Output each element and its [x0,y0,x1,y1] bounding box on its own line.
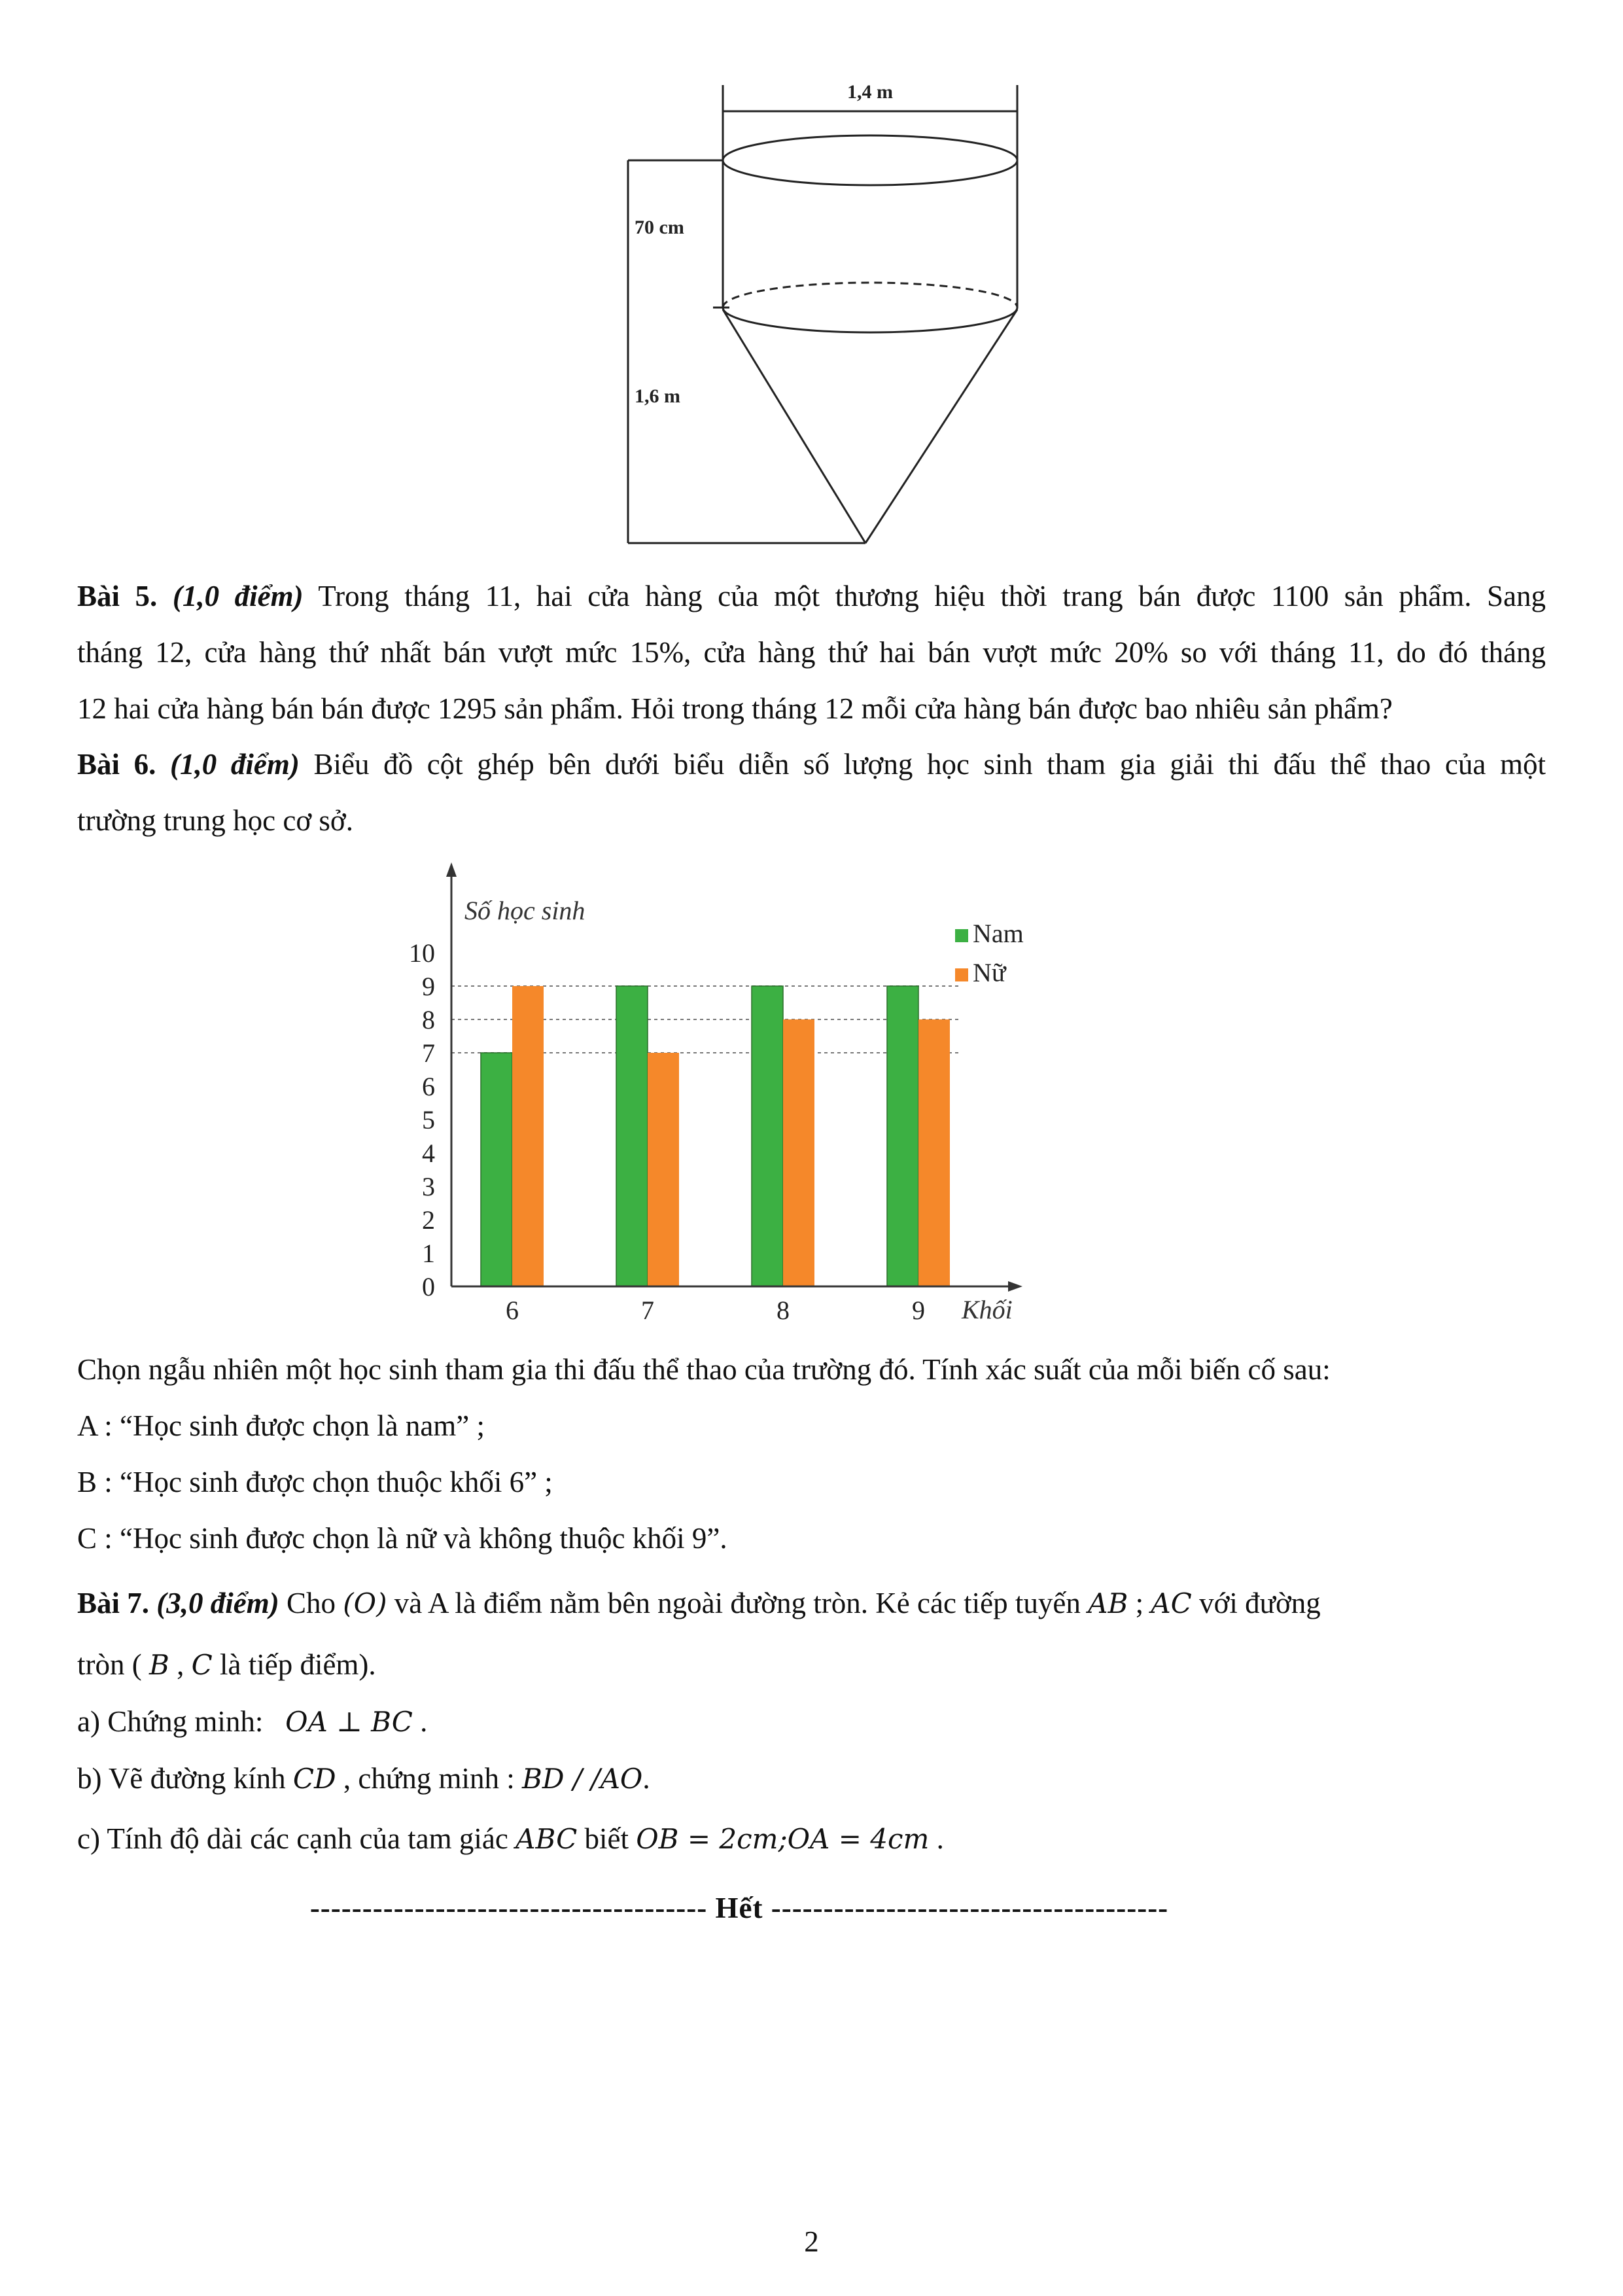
bai7-t7: là tiếp điểm). [220,1648,376,1681]
y-tick-label: 8 [422,1005,435,1034]
part-b-math2: BD / /AO [522,1763,643,1795]
y-tick-label: 10 [409,938,435,968]
y-tick-label: 9 [422,972,435,1001]
y-tick-label: 6 [422,1072,435,1101]
part-c-dot: . [936,1822,944,1855]
bai7-t2: và A là điểm nằm bên ngoài đường tròn. Kẻ các tiếp tuyến [394,1587,1081,1619]
bar-nu-7 [648,1053,679,1286]
part-b-text2: , chứng minh : [343,1762,515,1795]
y-tick-label: 4 [422,1139,435,1168]
part-c-math1: ABC [515,1823,578,1855]
question-b: B : “Học sinh được chọn thuộc khối 6” ; [77,1466,553,1498]
y-tick-label: 0 [422,1272,435,1301]
x-axis-label: Khối [962,1295,1013,1324]
bar-nam-6 [481,1053,512,1286]
cylinder-cone-figure [608,62,1066,559]
bai5-line1: Trong tháng 11, hai cửa hàng của một thương hiệu thời trang bán được 1100 sản phẩm. Sang [318,580,1546,612]
x-tick-label: 9 [912,1296,925,1325]
diameter-label: 1,4 m [847,81,893,103]
x-tick-label: 7 [641,1296,654,1325]
bai7-score: (3,0 điểm) [156,1587,279,1619]
bar-nam-9 [887,986,918,1286]
legend-swatch-nu [955,968,968,981]
bai7-paragraph [77,1570,1546,1871]
question-intro: Chọn ngẫu nhiên một học sinh tham gia thi đấu thể thao của trường đó. Tính xác suất của mỗi biến cố sau: [77,1353,1331,1386]
bai5-line2: tháng 12, cửa hàng thứ nhất bán vượt mức 15%, cửa hàng thứ hai bán vượt mức 20% so với tháng 11, do đó tháng [77,636,1546,669]
part-a-text: a) Chứng minh: [77,1705,264,1738]
questions [77,1341,1546,1566]
question-a: A : “Học sinh được chọn là nam” ; [77,1409,485,1442]
part-b-math1: CD [292,1763,336,1795]
bai6-paragraph [77,736,1546,849]
y-axis-arrow [446,862,457,877]
bar-nu-8 [783,1019,814,1286]
tangent-ac-math: AC [1151,1587,1192,1619]
bai5-line3: 12 hai cửa hàng bán bán được 1295 sản phẩm. Hỏi trong tháng 12 mỗi cửa hàng bán được bao nhiêu sản phẩm? [77,692,1393,725]
y-tick-label: 3 [422,1172,435,1201]
bai7-t4: với đường [1199,1587,1321,1619]
part-b-dot: . [642,1762,650,1795]
part-c-text: c) Tính độ dài các cạnh của tam giác [77,1822,508,1855]
bai7-t6: , [177,1648,184,1681]
tangent-ab-math: AB [1088,1587,1128,1619]
legend [955,919,1024,987]
cone-right [865,309,1017,543]
y-tick-labels [409,938,435,1301]
y-axis-label: Số học sinh [464,896,585,925]
bai7-heading: Bài 7. [77,1587,150,1619]
y-tick-label: 1 [422,1239,435,1268]
bar-nu-6 [512,986,544,1286]
x-axis-arrow [1008,1281,1022,1292]
bai6-line2: trường trung học cơ sở. [77,804,353,837]
y-tick-label: 7 [422,1038,435,1068]
legend-label-nu: Nữ [973,958,1006,987]
x-tick-label: 8 [777,1296,790,1325]
top-ellipse [723,135,1017,185]
cone-height-label: 1,6 m [635,385,680,407]
bar-nam-7 [616,986,648,1286]
part-a-math: OA ⊥ BC [285,1706,413,1738]
bai7-t1: Cho [286,1587,336,1619]
x-tick-labels [506,1296,925,1325]
bottom-ellipse-back [723,283,1017,308]
bars [481,986,950,1286]
part-b-text: b) Vẽ đường kính [77,1762,286,1795]
x-tick-label: 6 [506,1296,519,1325]
cone-left [723,309,865,543]
legend-label-nam: Nam [973,919,1024,948]
cyl-height-label: 70 cm [635,217,684,238]
point-c-math: C [191,1649,213,1681]
part-c-math2: OB = 2cm;OA = 4cm [636,1823,930,1855]
bai6-heading: Bài 6. [77,748,156,781]
bai5-paragraph [77,568,1546,737]
bai7-t3: ; [1135,1587,1144,1619]
part-a-dot: . [420,1705,428,1738]
grouped-bar-chart [396,857,1056,1328]
bar-nam-8 [752,986,783,1286]
part-c-text2: biết [584,1822,629,1855]
circle-o-math: (O) [343,1587,387,1619]
bai5-heading: Bài 5. [77,580,158,612]
bai6-line1: Biểu đồ cột ghép bên dưới biểu diễn số lượng học sinh tham gia giải thi đấu thể thao của một [313,748,1546,781]
bai7-t5: tròn ( [77,1648,142,1681]
bai6-score: (1,0 điểm) [170,748,300,781]
question-c: C : “Học sinh được chọn là nữ và không thuộc khối 9”. [77,1522,727,1555]
y-tick-label: 2 [422,1205,435,1235]
end-marker: -------------------------------------- Hết -------------------------------------- [309,1892,1169,1924]
legend-swatch-nam [955,929,968,942]
bai5-score: (1,0 điểm) [172,580,304,612]
bar-nu-9 [918,1019,950,1286]
bottom-ellipse-front [723,308,1017,332]
y-tick-label: 5 [422,1105,435,1135]
point-b-math: B [148,1649,169,1681]
page-number: 2 [804,2225,819,2258]
